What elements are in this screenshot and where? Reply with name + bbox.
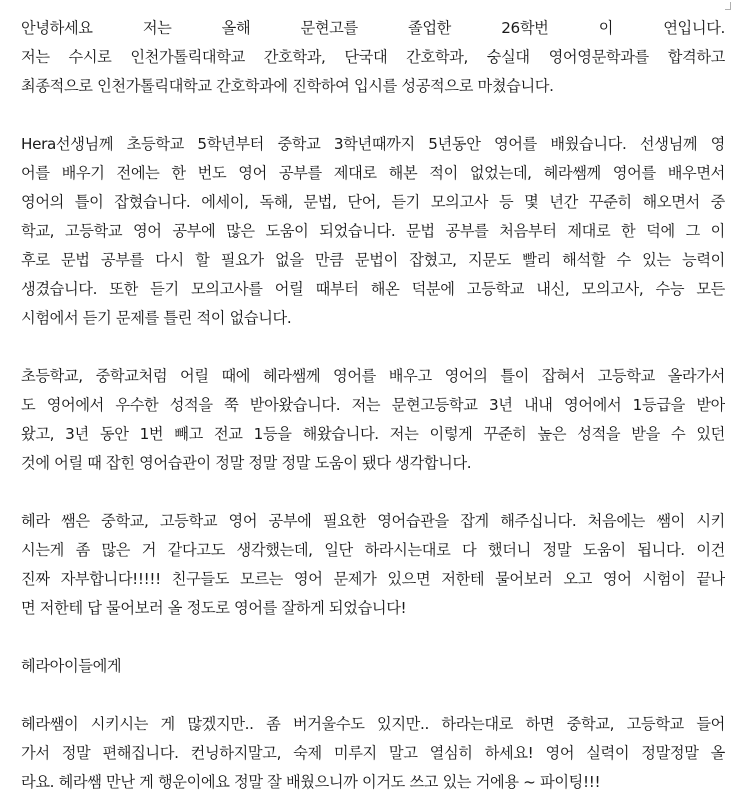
- paragraph: [21, 652, 725, 681]
- paragraph-spacer: [21, 333, 725, 362]
- text-line: 헤라쌤이 시키시는 게 많겠지만.. 좀 버거울수도 있지만.. 하라는대로 하면 중학교, 고등학교 들어: [21, 715, 725, 733]
- text-line: Hera선생님께 초등학교 5학년부터 중학교 3학년때까지 5년동안 영어를 배웠습니다. 선생님께 영: [21, 135, 725, 153]
- text-line: 왔고, 3년 동안 1번 빼고 전교 1등을 해왔습니다. 저는 이렇게 꾸준히 높은 성적을 받을 수 있던: [21, 425, 725, 443]
- text-line: 것에 어릴 때 잡힌 영어습관이 정말 정말 정말 도움이 됐다 생각합니다.: [21, 454, 472, 472]
- text-line: 시는게 좀 많은 거 같다고도 생각했는데, 일단 하라시는대로 다 했더니 정말 도움이 됩니다. 이건: [21, 541, 725, 559]
- text-line: 최종적으로 인천가톨릭대학교 간호학과에 진학하여 입시를 성공적으로 마쳤습니다.: [21, 77, 554, 95]
- paragraph-spacer: [21, 681, 725, 710]
- text-line: 어를 배우기 전에는 한 번도 영어 공부를 제대로 해본 적이 없었는데, 헤라쌤께 영어를 배우면서: [21, 164, 725, 182]
- text-line: 학교, 고등학교 영어 공부에 많은 도움이 되었습니다. 문법 공부를 처음부터 제대로 한 덕에 그 이: [21, 222, 725, 240]
- paragraph-spacer: [21, 478, 725, 507]
- paragraph: [21, 14, 725, 101]
- text-line: 도 영어에서 우수한 성적을 쭉 받아왔습니다. 저는 문현고등학교 3년 내내 영어에서 1등급을 받아: [21, 396, 725, 414]
- paragraph: [21, 362, 725, 478]
- text-line: 영어의 틀이 잡혔습니다. 에세이, 독해, 문법, 단어, 듣기 모의고사 등 몇 년간 꾸준히 해오면서 중: [21, 193, 725, 211]
- text-line: 초등학교, 중학교처럼 어릴 때에 헤라쌤께 영어를 배우고 영어의 틀이 잡혀서 고등학교 올라가서: [21, 367, 725, 385]
- paragraph: [21, 130, 725, 333]
- text-line: 후로 문법 공부를 다시 할 필요가 없을 만큼 문법이 잡혔고, 지문도 빨리 해석할 수 있는 능력이: [21, 251, 725, 269]
- text-line: 생겼습니다. 또한 듣기 모의고사를 어릴 때부터 해온 덕분에 고등학교 내신, 모의고사, 수능 모든: [21, 280, 725, 298]
- text-line: 헤라 쌤은 중학교, 고등학교 영어 공부에 필요한 영어습관을 잡게 해주십니다. 처음에는 쌤이 시키: [21, 512, 725, 530]
- text-line: 가서 정말 편해집니다. 컨닝하지말고, 숙제 미루지 말고 열심히 하세요! 영어 실력이 정말정말 올: [21, 744, 725, 762]
- text-line: 라요. 헤라쌤 만난 게 행운이에요 정말 잘 배웠으니까 이거도 쓰고 있는 거에용 ~ 파이팅!!!: [21, 773, 601, 791]
- document-content: [21, 14, 725, 797]
- page-corner-mark: [725, 2, 731, 10]
- paragraph: [21, 507, 725, 623]
- text-line: 진짜 자부합니다!!!!! 친구들도 모르는 영어 문제가 있으면 저한테 물어보러 오고 영어 시험이 끝나: [21, 570, 725, 588]
- paragraph-spacer: [21, 101, 725, 130]
- text-line: 저는 수시로 인천가톨릭대학교 간호학과, 단국대 간호학과, 숭실대 영어영문학과를 합격하고: [21, 48, 725, 66]
- paragraph-spacer: [21, 623, 725, 652]
- text-line: 안녕하세요 저는 올해 문현고를 졸업한 26학번 이 연입니다.: [21, 19, 725, 37]
- text-line: 헤라아이들에게: [21, 657, 122, 675]
- text-line: 시험에서 듣기 문제를 틀린 적이 없습니다.: [21, 309, 292, 327]
- paragraph: [21, 710, 725, 797]
- text-line: 면 저한테 답 물어보러 올 정도로 영어를 잘하게 되었습니다!: [21, 599, 407, 617]
